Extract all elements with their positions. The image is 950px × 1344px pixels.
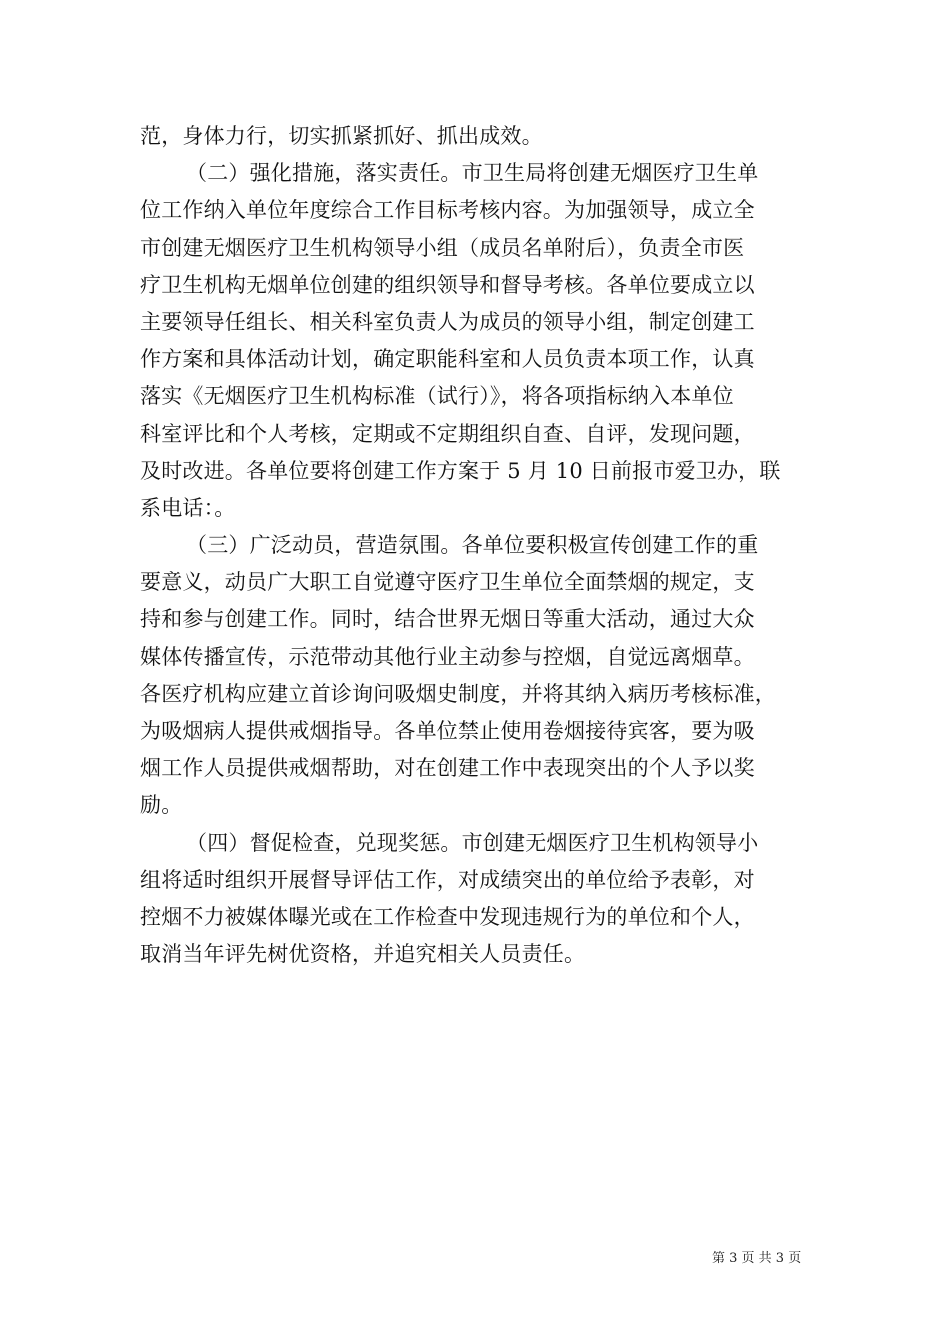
document-body	[140, 118, 812, 973]
text-line: 范，身体力行，切实抓紧抓好、抓出成效。	[140, 124, 543, 148]
text-line: 控烟不力被媒体曝光或在工作检查中发现违规行为的单位和个人，	[140, 904, 755, 929]
text-line: 科室评比和个人考核，定期或不定期组织自查、自评，发现问题，	[140, 421, 755, 446]
text-line: 疗卫生机构无烟单位创建的组织领导和督导考核。各单位要成立以	[140, 272, 755, 297]
text-line: 烟工作人员提供戒烟帮助，对在创建工作中表现突出的个人予以奖	[140, 756, 755, 781]
text-line: 各医疗机构应建立首诊询问吸烟史制度，并将其纳入病历考核标准，	[140, 681, 776, 706]
text-line: 持和参与创建工作。同时，结合世界无烟日等重大活动，通过大众	[140, 607, 755, 632]
text-line: 位工作纳入单位年度综合工作目标考核内容。为加强领导，成立全	[140, 198, 755, 223]
text-line: 及时改进。各单位要将创建工作方案于 5 月 10 日前报市爱卫办，联	[140, 458, 781, 483]
text-line: 媒体传播宣传，示范带动其他行业主动参与控烟，自觉远离烟草。	[140, 644, 755, 669]
page-number: 第 3 页 共 3 页	[712, 1251, 802, 1266]
text-line: 组将适时组织开展督导评估工作，对成绩突出的单位给予表彰，对	[140, 867, 755, 892]
text-line: （二）强化措施，落实责任。市卫生局将创建无烟医疗卫生单	[186, 161, 759, 186]
text-line: （四）督促检查，兑现奖惩。市创建无烟医疗卫生机构领导小	[186, 830, 759, 855]
text-line: 为吸烟病人提供戒烟指导。各单位禁止使用卷烟接待宾客，要为吸	[140, 719, 755, 743]
text-line: （三）广泛动员，营造氛围。各单位要积极宣传创建工作的重	[186, 533, 759, 558]
text-line: 取消当年评先树优资格，并追究相关人员责任。	[140, 942, 586, 967]
text-line: 主要领导任组长、相关科室负责人为成员的领导小组，制定创建工	[140, 309, 755, 334]
text-line: 要意义，动员广大职工自觉遵守医疗卫生单位全面禁烟的规定，支	[140, 570, 755, 595]
text-line: 作方案和具体活动计划，确定职能科室和人员负责本项工作，认真	[140, 347, 755, 372]
text-line: 落实《无烟医疗卫生机构标准（试行）》，将各项指标纳入本单位	[140, 384, 734, 409]
text-line: 励。	[140, 793, 183, 818]
text-line: 系电话：。	[140, 495, 236, 520]
text-line: 市创建无烟医疗卫生机构领导小组（成员名单附后），负责全市医	[140, 235, 745, 260]
